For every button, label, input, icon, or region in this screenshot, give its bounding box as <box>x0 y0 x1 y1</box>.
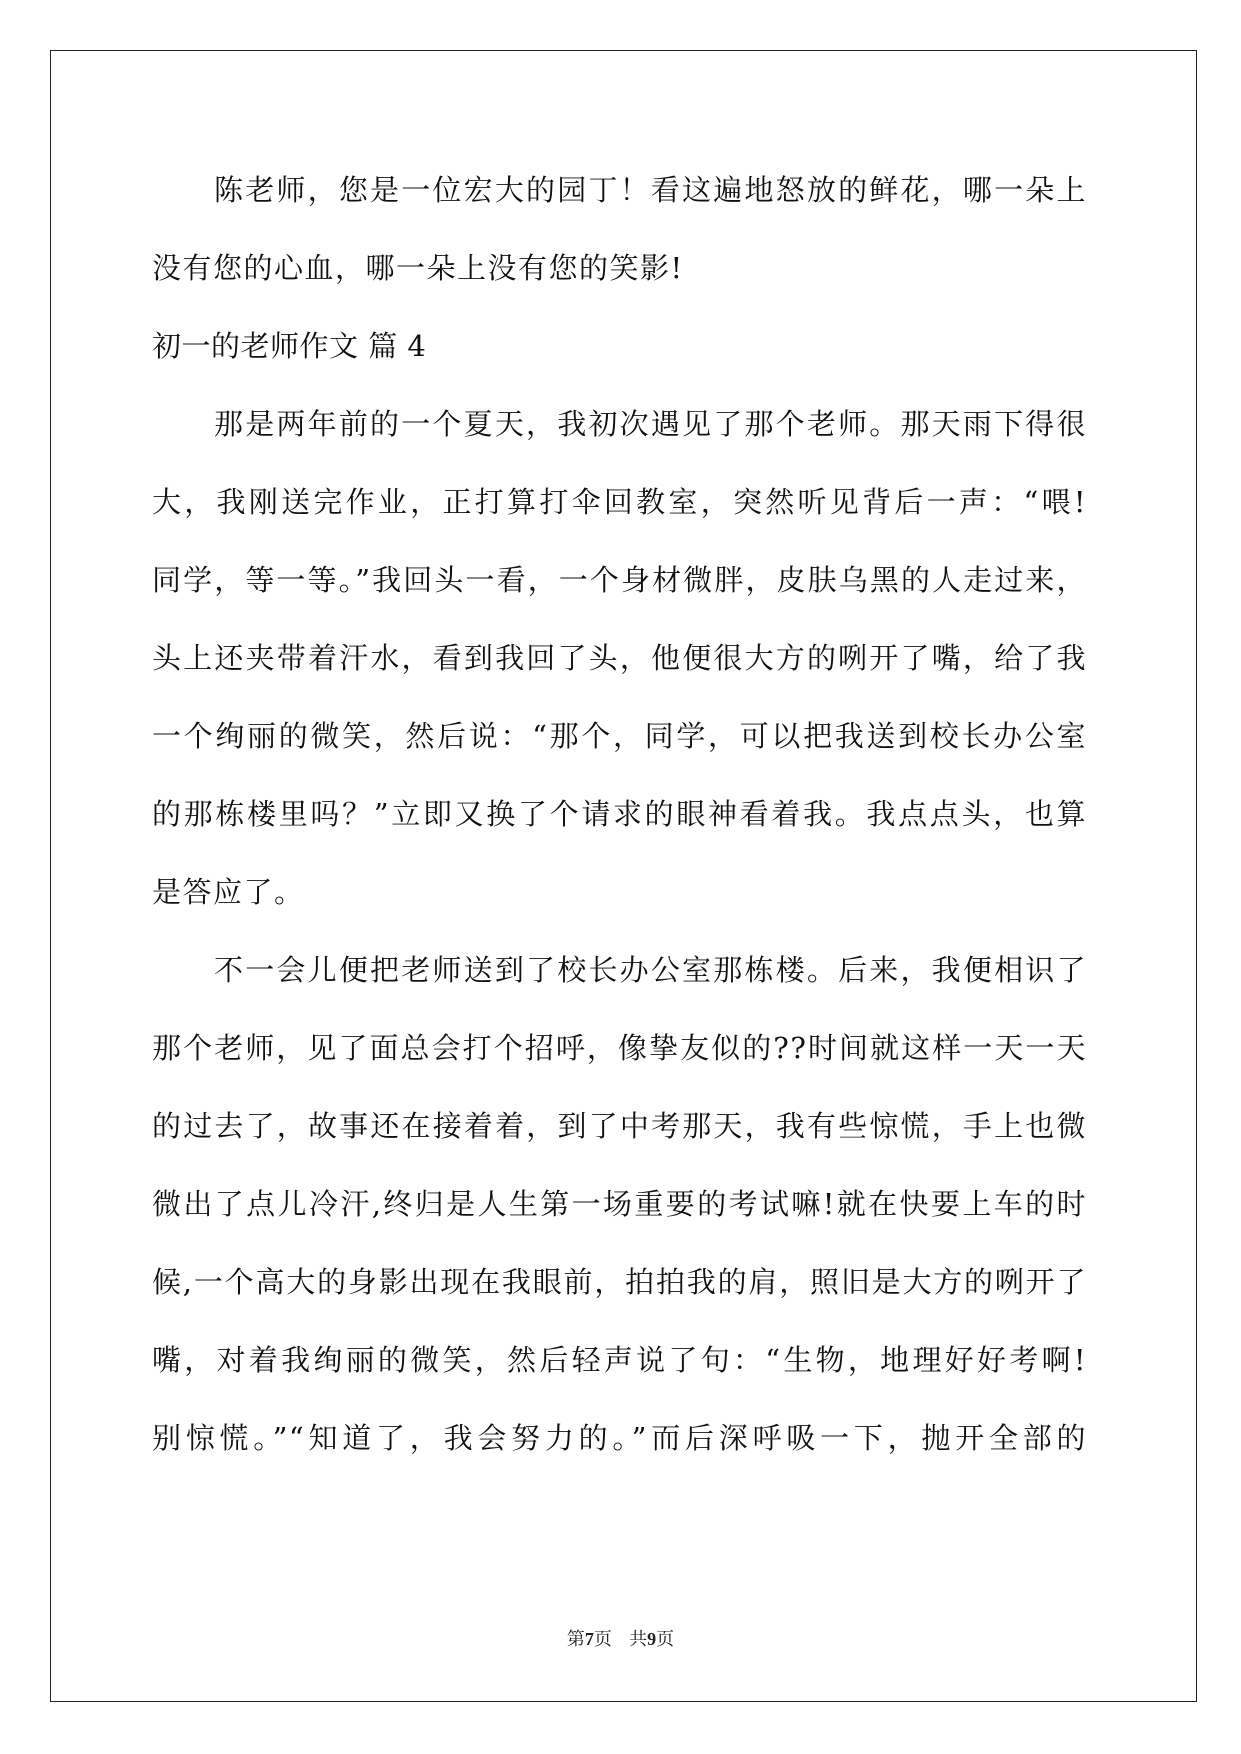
page-current: 7 <box>584 1629 594 1649</box>
paragraph-line: 的过去了，故事还在接着着，到了中考那天，我有些惊慌，手上也微 <box>152 1109 1087 1143</box>
paragraph-line: 那是两年前的一个夏天，我初次遇见了那个老师。那天雨下得很 <box>214 407 1087 441</box>
paragraph-line: 嘴，对着我绚丽的微笑，然后轻声说了句：“生物，地理好好考啊! <box>152 1343 1087 1377</box>
paragraph-line: 的那栋楼里吗？”立即又换了个请求的眼神看着我。我点点头，也算 <box>152 797 1087 831</box>
paragraph-line: 别惊慌。”“知道了，我会努力的。”而后深呼吸一下，抛开全部的 <box>152 1421 1087 1455</box>
page-prefix: 第 <box>566 1629 585 1650</box>
paragraph-line: 头上还夹带着汗水，看到我回了头，他便很大方的咧开了嘴，给了我 <box>152 641 1087 675</box>
paragraph-line: 微出了点儿冷汗,终归是人生第一场重要的考试嘛!就在快要上车的时 <box>152 1187 1087 1221</box>
page-footer <box>0 1625 1241 1651</box>
total-suffix: 页 <box>656 1629 675 1650</box>
total-prefix: 共 <box>629 1629 648 1650</box>
page-total: 9 <box>647 1629 657 1649</box>
paragraph-line: 不一会儿便把老师送到了校长办公室那栋楼。后来，我便相识了 <box>214 953 1087 987</box>
paragraph-line: 一个绚丽的微笑，然后说：“那个，同学，可以把我送到校长办公室 <box>152 719 1087 753</box>
paragraph-line: 没有您的心血，哪一朵上没有您的笑影! <box>152 251 684 285</box>
paragraph-line: 是答应了。 <box>152 875 305 909</box>
paragraph-line: 候,一个高大的身影出现在我眼前，拍拍我的肩，照旧是大方的咧开了 <box>152 1265 1087 1299</box>
document-body <box>152 164 1087 1490</box>
paragraph-line: 同学，等一等。”我回头一看，一个身材微胖，皮肤乌黑的人走过来， <box>152 563 1087 597</box>
page-suffix: 页 <box>593 1629 612 1650</box>
paragraph-line: 大，我刚送完作业，正打算打伞回教室，突然听见背后一声：“喂! <box>152 485 1087 519</box>
paragraph-line: 陈老师，您是一位宏大的园丁！看这遍地怒放的鲜花，哪一朵上 <box>214 173 1087 207</box>
section-heading: 初一的老师作文 篇 4 <box>152 329 427 363</box>
paragraph-line: 那个老师，见了面总会打个招呼，像挚友似的??时间就这样一天一天 <box>152 1031 1087 1065</box>
